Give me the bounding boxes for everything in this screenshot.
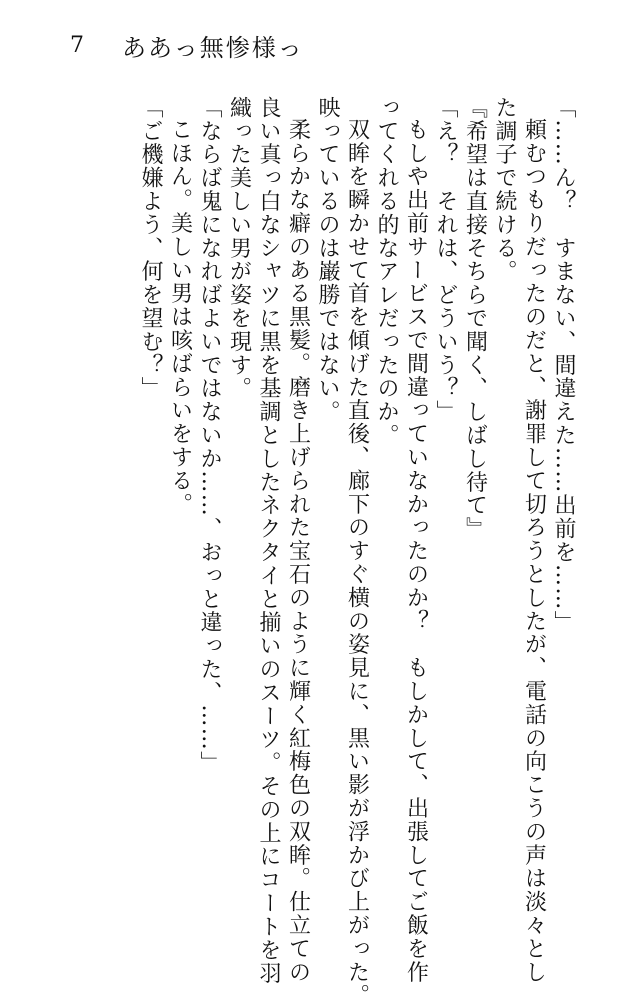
text-line: 柔らかな癖のある黒髪。磨き上げられた宝石のように輝く紅梅色の双眸。仕立ての xyxy=(285,118,311,984)
text-line: 双眸を瞬かせて首を傾げた直後、廊下のすぐ横の姿見に、黒い影が浮かび上がった。 xyxy=(344,118,370,1007)
text-line: 「……ん？ すまない、間違えた……出前を……」 xyxy=(551,96,576,635)
text-line: 「ならば鬼になればよいではないか……、おっと違った、……」 xyxy=(197,96,222,775)
text-line: 良い真っ白なシャツに黒を基調としたネクタイと揃いのスーツ。その上にコートを羽 xyxy=(256,96,281,986)
text-line: もしや出前サービスで間違っていなかったのか？ もしかして、出張してご飯を作 xyxy=(403,118,429,984)
text-line: 「え？ それは、どういう？」 xyxy=(433,96,458,424)
page-header xyxy=(70,30,304,60)
page-number: 7 xyxy=(70,32,86,58)
text-line: 織った美しい男が姿を現す。 xyxy=(226,96,252,401)
text-line: た調子で続ける。 xyxy=(492,96,517,284)
text-line: ってくれる的なアレだったのか。 xyxy=(374,96,399,447)
text-line: 『希望は直接そちらで聞く、しばし待て』 xyxy=(462,96,488,541)
vertical-text-body xyxy=(58,96,578,1007)
running-title: ああっ無惨様っ xyxy=(122,33,304,62)
text-line: 映っているのは巌勝ではない。 xyxy=(315,96,340,424)
text-line: こほん。美しい男は咳ばらいをする。 xyxy=(167,118,193,516)
text-line: 頼むつもりだったのだと、謝罪して切ろうとしたが、電話の向こうの声は淡々とし xyxy=(521,118,547,984)
text-line: 「ご機嫌よう、何を望む？」 xyxy=(138,96,163,401)
